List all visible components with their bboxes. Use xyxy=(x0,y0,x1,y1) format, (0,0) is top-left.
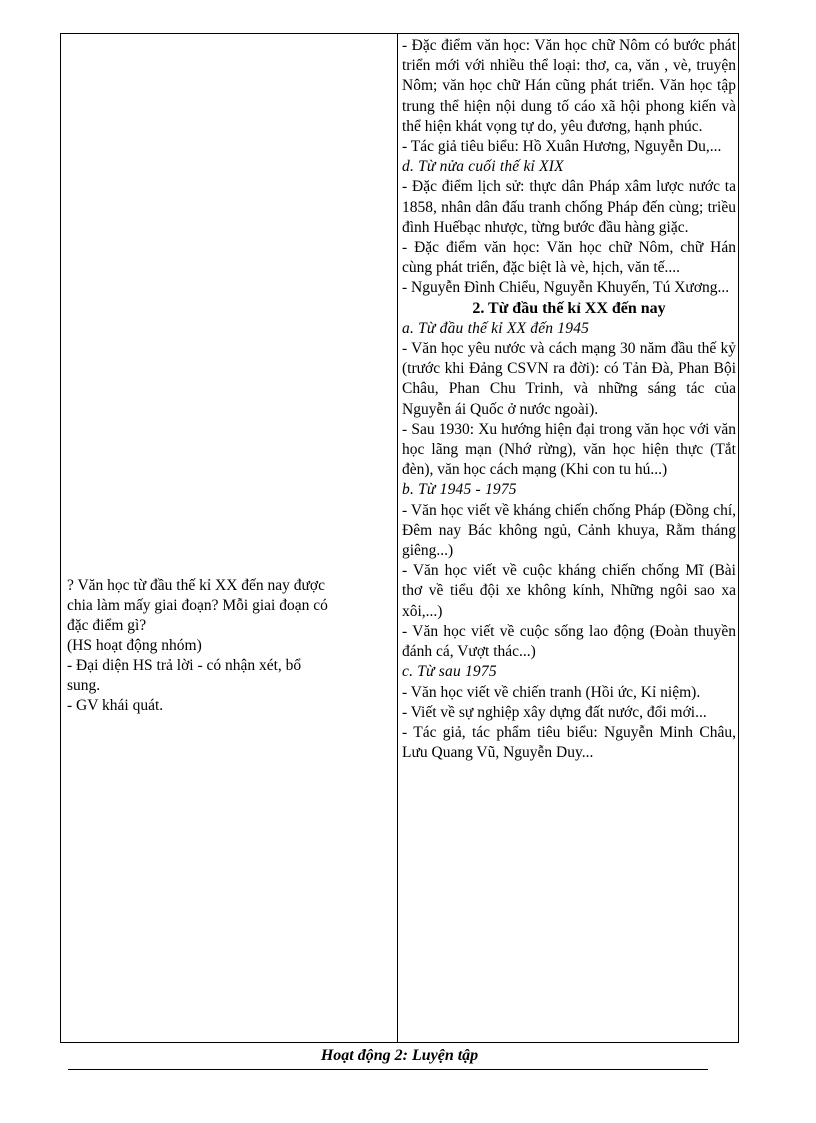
paragraph: - Viết về sự nghiệp xây dựng đất nước, đổi mới... xyxy=(402,703,707,721)
question-line-2: chia làm mấy giai đoạn? Mỗi giai đoạn có xyxy=(67,597,328,614)
paragraph: - Văn học viết về kháng chiến chống Pháp (Đồng chí, Đêm nay Bác không ngủ, Cảnh khuya, Rằm tháng giêng...) xyxy=(402,501,736,560)
subheading-d: d. Từ nửa cuối thế kỉ XIX xyxy=(402,158,564,176)
instruction-group-work: (HS hoạt động nhóm) xyxy=(67,637,202,654)
paragraph: - Nguyễn Đình Chiểu, Nguyễn Khuyến, Tú Xương... xyxy=(402,279,730,297)
paragraph: - Sau 1930: Xu hướng hiện đại trong văn học với văn học lãng mạn (Nhớ rừng), văn học hiện thực (Tắt đèn), văn học cách mạng (Khi con tu hú...) xyxy=(402,420,736,479)
footer-rule xyxy=(68,1069,708,1070)
paragraph: - Đặc điểm lịch sử: thực dân Pháp xâm lược nước ta 1858, nhân dân đấu tranh chống Pháp đến cùng; triều đình Huếbạc nhược, từng bước đầu hàng giặc. xyxy=(402,178,736,236)
subheading-b: b. Từ 1945 - 1975 xyxy=(402,481,517,499)
paragraph: - Văn học viết về chiến tranh (Hồi ức, Kỉ niệm). xyxy=(402,683,701,701)
lesson-table xyxy=(60,33,739,1043)
instruction-answer-2: sung. xyxy=(67,677,101,694)
paragraph: - Tác giả tiêu biểu: Hồ Xuân Hương, Nguyễn Du,... xyxy=(402,138,722,156)
paragraph: - Đặc điểm văn học: Văn học chữ Nôm có bước phát triển mới với nhiều thể loại: thơ, ca, văn , vè, truyện Nôm; văn học chữ Hán cũng phát triển. Văn học tập trung thể hiện nội dung tố cáo xã hội phong kiến và thể hiện khát vọng tự do, yêu đương, hạnh phúc. xyxy=(402,37,736,135)
paragraph: - Văn học viết về cuộc sống lao động (Đoàn thuyền đánh cá, Vượt thác...) xyxy=(402,622,736,661)
paragraph: - Văn học yêu nước và cách mạng 30 năm đầu thế kỷ (trước khi Đảng CSVN ra đời): có Tản Đà, Phan Bội Châu, Phan Chu Trinh, và những sáng tác của Nguyễn ái Quốc ở nước ngoài). xyxy=(402,340,736,418)
column-divider xyxy=(397,34,398,1042)
subheading-a: a. Từ đầu thế kỉ XX đến 1945 xyxy=(402,319,590,337)
paragraph: - Văn học viết về cuộc kháng chiến chống Mĩ (Bài thơ về tiểu đội xe không kính, Những ngôi sao xa xôi,...) xyxy=(402,562,736,620)
activity-title: Hoạt động 2: Luyện tập xyxy=(320,1047,479,1064)
subheading-c: c. Từ sau 1975 xyxy=(402,663,497,681)
paragraph: - Tác giả, tác phẩm tiêu biểu: Nguyễn Minh Châu, Lưu Quang Vũ, Nguyễn Duy... xyxy=(402,723,736,762)
teacher-activity-cell xyxy=(67,576,393,716)
instruction-answer-1: - Đại diện HS trả lời - có nhận xét, bổ xyxy=(67,657,302,674)
question-line-3: đặc điểm gì? xyxy=(67,617,147,634)
content-cell xyxy=(402,36,736,763)
section-heading: 2. Từ đầu thế kỉ XX đến nay xyxy=(472,299,666,317)
instruction-summary: - GV khái quát. xyxy=(67,697,164,714)
paragraph: - Đặc điểm văn học: Văn học chữ Nôm, chữ Hán cùng phát triển, đặc biệt là vè, hịch, văn tế.... xyxy=(402,239,736,277)
question-line-1: ? Văn học từ đầu thế kỉ XX đến nay được xyxy=(67,577,326,594)
